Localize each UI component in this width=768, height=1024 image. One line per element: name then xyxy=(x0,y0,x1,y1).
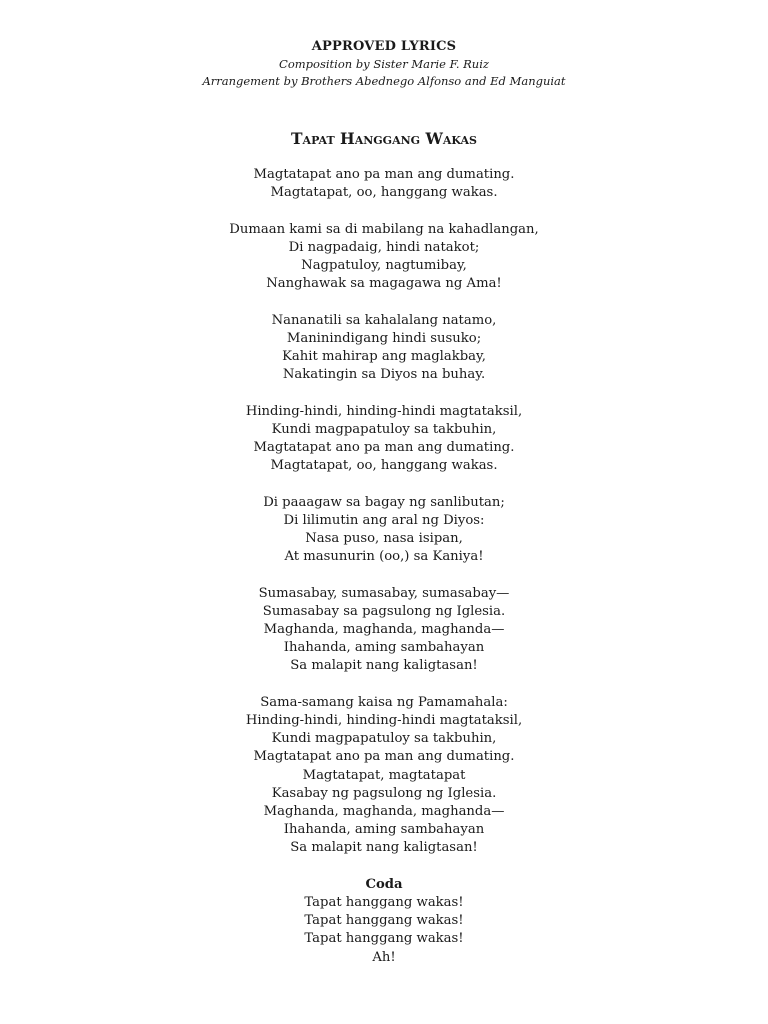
lyric-line: At masunurin (oo,) sa Kaniya! xyxy=(284,549,484,565)
lyric-line: Dumaan kami sa di mabilang na kahadlangan, xyxy=(229,221,539,237)
lyric-line: Magtatapat ano pa man ang dumating. xyxy=(253,167,515,182)
lyric-line: Nananatili sa kahalalang natamo, xyxy=(271,312,497,328)
coda-section xyxy=(0,876,768,967)
stanza-list xyxy=(0,166,768,858)
document-header xyxy=(0,38,768,90)
lyric-line: Magtatapat ano pa man ang dumating. xyxy=(253,749,515,765)
lyrics-stanza xyxy=(0,403,768,476)
lyric-line: Kundi magpapatuloy sa takbuhin, xyxy=(271,421,497,437)
lyric-line: Sumasabay sa pagsulong ng Iglesia. xyxy=(262,603,506,619)
lyric-line: Maghanda, maghanda, maghanda— xyxy=(263,622,505,637)
lyric-line: Maghanda, maghanda, maghanda— xyxy=(263,804,505,820)
coda-lines xyxy=(0,894,768,967)
lyrics-stanza xyxy=(0,494,768,567)
lyric-line: Di nagpadaig, hindi natakot; xyxy=(288,239,480,255)
lyric-line: Nakatingin sa Diyos na buhay. xyxy=(282,367,486,383)
lyrics-stanza xyxy=(0,166,768,202)
lyric-line: Nanghawak sa magagawa ng Ama! xyxy=(266,276,502,292)
coda-line: Tapat hanggang wakas! xyxy=(304,913,464,929)
lyric-line: Hinding-hindi, hinding-hindi magtataksil, xyxy=(245,713,523,728)
lyric-line: Maninindigang hindi susuko; xyxy=(286,330,482,346)
coda-title: Coda xyxy=(365,876,403,892)
lyric-line: Kasabay ng pagsulong ng Iglesia. xyxy=(271,785,497,801)
lyric-line: Hinding-hindi, hinding-hindi magtataksil, xyxy=(245,403,523,419)
lyric-line: Magtatapat, oo, hanggang wakas. xyxy=(270,458,498,474)
lyric-line: Sama-samang kaisa ng Pamamahala: xyxy=(260,694,508,710)
coda-line: Tapat hanggang wakas! xyxy=(304,895,464,911)
lyric-line: Ihahanda, aming sambahayan xyxy=(283,640,485,656)
lyrics-stanza xyxy=(0,221,768,294)
lyric-line: Magtatapat, oo, hanggang wakas. xyxy=(270,185,498,201)
coda-line: Tapat hanggang wakas! xyxy=(304,931,464,947)
lyrics-stanza xyxy=(0,312,768,385)
lyric-line: Sumasabay, sumasabay, sumasabay— xyxy=(258,585,510,601)
composition-credit: Composition by Sister Marie F. Ruiz xyxy=(279,57,489,71)
lyric-line: Nasa puso, nasa isipan, xyxy=(305,531,463,546)
arrangement-credit: Arrangement by Brothers Abednego Alfonso and Ed Manguiat xyxy=(202,74,566,88)
lyric-line: Sa malapit nang kaligtasan! xyxy=(290,840,478,856)
song-title: Tapat Hanggang Wakas xyxy=(291,129,477,148)
lyric-line: Magtatapat, magtatapat xyxy=(302,767,466,783)
lyric-line: Kundi magpapatuloy sa takbuhin, xyxy=(271,731,497,747)
lyric-line: Kahit mahirap ang maglakbay, xyxy=(282,349,486,364)
lyric-line: Di paaagaw sa bagay ng sanlibutan; xyxy=(263,494,505,510)
document-heading: APPROVED LYRICS xyxy=(311,39,457,54)
lyric-line: Di lilimutin ang aral ng Diyos: xyxy=(283,512,485,528)
coda-line: Ah! xyxy=(372,949,396,965)
lyrics-body xyxy=(0,166,768,985)
lyric-line: Sa malapit nang kaligtasan! xyxy=(290,658,478,674)
lyric-line: Magtatapat ano pa man ang dumating. xyxy=(253,440,515,455)
lyric-line: Ihahanda, aming sambahayan xyxy=(283,822,485,838)
lyrics-stanza xyxy=(0,585,768,676)
lyrics-stanza xyxy=(0,694,768,858)
lyric-line: Nagpatuloy, nagtumibay, xyxy=(301,258,467,273)
